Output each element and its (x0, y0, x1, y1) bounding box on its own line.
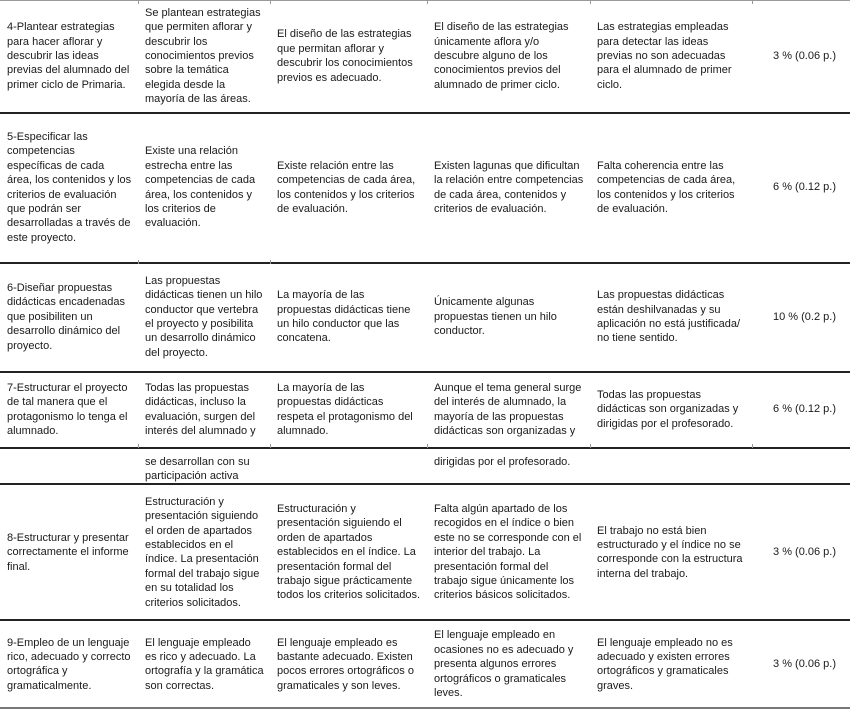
rubric-row-6 (0, 263, 850, 372)
column-tick (752, 444, 753, 448)
level-poor-cell: El trabajo no está bien estructurado y el índice no se corresponde con la estructura interna del trabajo. (597, 524, 743, 580)
level-fair-cell: Aunque el tema general surge del interés de alumnado, la mayoría de las propuestas didácticas son organizadas y (434, 381, 582, 437)
column-tick (427, 444, 428, 448)
rubric-row-4 (0, 1, 850, 113)
level-excellent-cell: Se plantean estrategias que permiten aflorar y descubrir los conocimientos previos sobre la temática elegida desde la mayoría de las áreas. (145, 6, 261, 106)
level-poor-cell: Todas las propuestas didácticas son organizadas y dirigidas por el profesorado. (597, 388, 739, 430)
rubric-row-7-continuation (0, 448, 850, 485)
criterion-cell (0, 448, 138, 485)
weight-cell: 6 % (0.12 p.) (773, 403, 836, 416)
criterion-cell: 6-Diseñar propuestas didácticas encadenadas que posibiliten un desarrollo dinámico del proyecto. (7, 281, 126, 352)
level-fair-cell: Existen lagunas que dificultan la relación entre competencias de cada área, contenidos y criterios de evaluación. (434, 159, 584, 215)
level-fair-cell: El diseño de las estrategias únicamente aflora y/o descubre alguno de los conocimientos previos del alumnado de primer ciclo. (434, 21, 569, 91)
column-tick (138, 0, 139, 4)
weight-cell: 3 % (0.06 p.) (773, 50, 836, 63)
weight-cell: 6 % (0.12 p.) (773, 181, 836, 194)
rubric-row-9 (0, 620, 850, 708)
column-tick (270, 0, 271, 4)
level-good-cell: Existe relación entre las competencias de cada área, los contenidos y los criterios de evaluación. (277, 159, 416, 215)
level-poor-cell: Las propuestas didácticas están deshilvanadas y su aplicación no está justificada/ no tiene sentido. (597, 289, 741, 345)
level-poor-cell: El lenguaje empleado no es adecuado y existen errores ortográficos y gramaticales graves. (597, 636, 733, 692)
level-good-cell: El lenguaje empleado es bastante adecuado. Existen pocos errores ortográficos o gramaticales y son leves. (277, 636, 414, 692)
criterion-cell: 7-Estructurar el proyecto de tal manera que el protagonismo lo tenga el alumnado. (7, 381, 128, 437)
level-good-cell: El diseño de las estrategias que permitan aflorar y descubrir los conocimientos previos es adecuado. (277, 28, 413, 84)
column-tick (138, 444, 139, 448)
weight-cell: 3 % (0.06 p.) (773, 658, 836, 671)
criterion-cell: 9-Empleo de un lenguaje rico, adecuado y correcto ortográfica y gramaticalmente. (7, 636, 131, 692)
level-good-cell: La mayoría de las propuestas didácticas tiene un hilo conductor que las concatena. (277, 289, 411, 345)
weight-cell: 3 % (0.06 p.) (773, 546, 836, 559)
level-excellent-cell: El lenguaje empleado es rico y adecuado. La ortografía y la gramática son correctas. (145, 636, 264, 692)
rubric-row-8 (0, 484, 850, 620)
rubric-row-5 (0, 113, 850, 263)
level-excellent-cell: Estructuración y presentación siguiendo el orden de apartados establecidos en el índice. La presentación formal del trabajo sigue en su totalidad los criterios solicitados. (145, 495, 260, 609)
level-poor-cell: Falta coherencia entre las competencias de cada área, los contenidos y los criterios de evaluación. (597, 159, 736, 215)
criterion-cell: 5-Especificar las competencias específicas de cada área, los contenidos y los criterios de evaluación que podrán ser desarrolladas a través de este proyecto. (7, 130, 132, 244)
level-poor-cell (590, 448, 752, 485)
level-fair-cell: dirigidas por el profesorado. (434, 455, 571, 468)
level-excellent-cell: se desarrollan con su participación activa (145, 455, 250, 482)
level-excellent-cell: Existe una relación estrecha entre las competencias de cada área, los contenidos y los criterios de evaluación. (145, 145, 256, 230)
column-tick (590, 0, 591, 4)
column-tick (270, 444, 271, 448)
level-good-cell: La mayoría de las propuestas didácticas respeta el protagonismo del alumnado. (277, 381, 413, 437)
weight-cell: 10 % (0.2 p.) (773, 310, 836, 323)
level-excellent-cell: Las propuestas didácticas tienen un hilo conductor que vertebra el proyecto y posibilita un desarrollo dinámico del proyecto. (145, 274, 263, 359)
level-fair-cell: El lenguaje empleado en ocasiones no es adecuado y presenta algunos errores ortográficos o gramaticales leves. (434, 629, 574, 699)
criterion-cell: 8-Estructurar y presentar correctamente el informe final. (7, 531, 129, 573)
level-good-cell (270, 448, 427, 485)
level-fair-cell: Únicamente algunas propuestas tienen un hilo conductor. (434, 296, 557, 338)
criterion-cell: 4-Plantear estrategias para hacer aflorar y descubrir las ideas previas del alumnado del primer ciclo de Primaria. (7, 21, 130, 91)
rubric-row-7 (0, 372, 850, 448)
column-tick (590, 444, 591, 448)
level-poor-cell: Las estrategias empleadas para detectar las ideas previas no son adecuadas para el alumnado de primer ciclo. (597, 21, 732, 91)
column-tick (138, 260, 139, 264)
column-tick (270, 260, 271, 264)
level-good-cell: Estructuración y presentación siguiendo el orden de apartados establecidos en el índice. La presentación formal del trabajo sigue prácticamente todos los criterios solicitados. (277, 502, 421, 602)
level-fair-cell: Falta algún apartado de los recogidos en el índice o bien este no se corresponde con el interior del trabajo. La presentación formal del trabajo sigue únicamente los criterios básicos solicitados. (434, 502, 582, 602)
column-tick (427, 0, 428, 4)
level-excellent-cell: Todas las propuestas didácticas, incluso la evaluación, surgen del interés del alumnado y (145, 381, 256, 437)
weight-cell (752, 448, 850, 485)
column-tick (752, 0, 753, 4)
